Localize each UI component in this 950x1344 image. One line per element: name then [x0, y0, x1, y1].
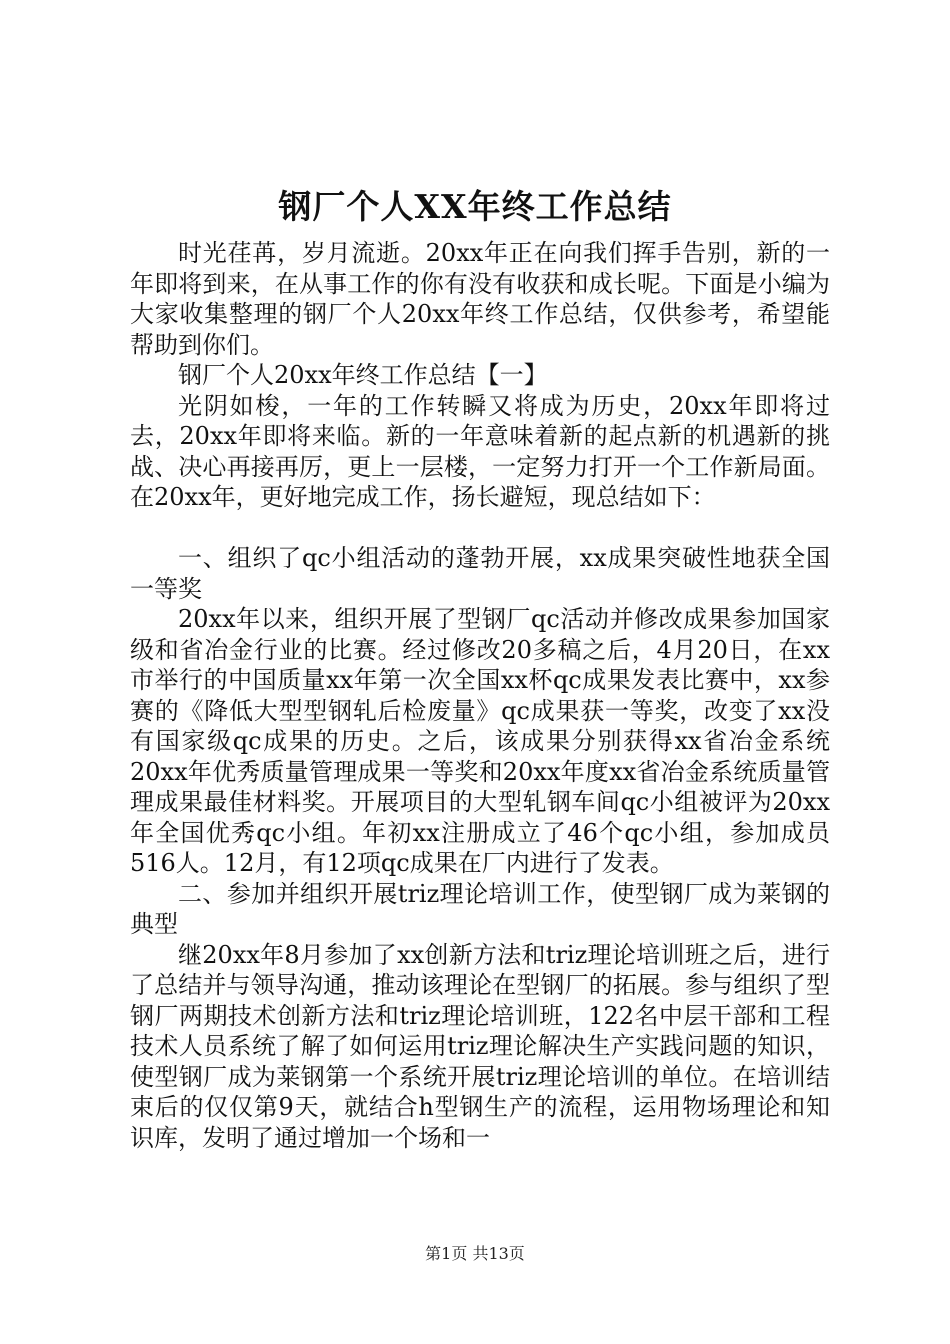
opening-paragraph: 光阴如梭，一年的工作转瞬又将成为历史，20xx年即将过去，20xx年即将来临。新的一年意味着新的起点新的机遇新的挑战、决心再接再厉，更上一层楼，一定努力打开一个工作新局面。在20xx年，更好地完成工作，扬长避短，现总结如下：	[130, 391, 830, 511]
point-one-heading: 一、组织了qc小组活动的蓬勃开展，xx成果突破性地获全国一等奖	[130, 544, 830, 603]
section-heading-one: 钢厂个人20xx年终工作总结【一】	[178, 361, 548, 389]
blank-line	[130, 513, 830, 544]
point-two-heading: 二、参加并组织开展triz理论培训工作，使型钢厂成为莱钢的典型	[130, 879, 830, 938]
point-one-body: 20xx年以来，组织开展了型钢厂qc活动并修改成果参加国家级和省冶金行业的比赛。经过修改20多稿之后，4月20日，在xx市举行的中国质量xx年第一次全国xx杯qc成果发表比赛中，xx参赛的《降低大型型钢轧后检废量》qc成果获一等奖，改变了xx没有国家级qc成果的历史。之后，该成果分别获得xx省冶金系统20xx年优秀质量管理成果一等奖和20xx年度xx省冶金系统质量管理成果最佳材料奖。开展项目的大型轧钢车间qc小组被评为20xx年全国优秀qc小组。年初xx注册成立了46个qc小组，参加成员516人。12月，有12项qc成果在厂内进行了发表。	[130, 605, 830, 877]
point-two-body: 继20xx年8月参加了xx创新方法和triz理论培训班之后，进行了总结并与领导沟通，推动该理论在型钢厂的拓展。参与组织了型钢厂两期技术创新方法和triz理论培训班，122名中层干部和工程技术人员系统了解了如何运用triz理论解决生产实践问题的知识，使型钢厂成为莱钢第一个系统开展triz理论培训的单位。在培训结束后的仅仅第9天，就结合h型钢生产的流程，运用物场理论和知识库，发明了通过增加一个场和一	[130, 940, 830, 1152]
intro-paragraph: 时光荏苒，岁月流逝。20xx年正在向我们挥手告别，新的一年即将到来，在从事工作的你有没有收获和成长呢。下面是小编为大家收集整理的钢厂个人20xx年终工作总结，仅供参考，希望能帮助到你们。	[130, 239, 830, 359]
document-title: 钢厂个人XX年终工作总结	[278, 187, 672, 226]
document-body	[130, 238, 830, 1153]
page-number-footer: 第1页 共13页	[425, 1244, 525, 1263]
